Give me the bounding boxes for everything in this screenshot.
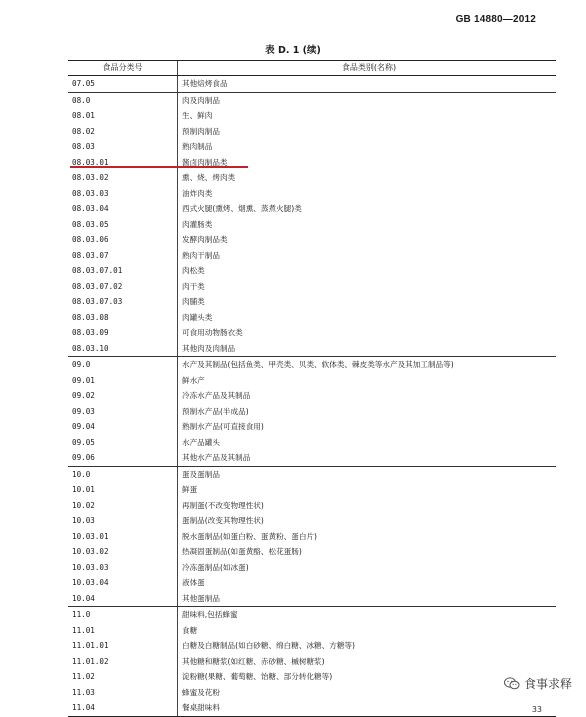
category-name: 肉脯类	[182, 297, 205, 306]
table-row	[68, 482, 556, 498]
category-code: 09.06	[68, 450, 178, 466]
category-name: 蛋及蛋制品	[182, 469, 220, 479]
category-name: 肉灌肠类	[182, 219, 213, 229]
category-name: 其他糖和糖浆(如红糖、赤砂糖、槭树糖浆)	[182, 656, 325, 666]
category-name: 冷冻水产品及其制品	[182, 391, 251, 400]
table-row	[68, 248, 556, 264]
category-code: 11.01.02	[68, 654, 178, 670]
category-code: 08.03.03	[68, 186, 178, 202]
category-code: 10.02	[68, 498, 178, 514]
standard-code: GB 14880—2012	[455, 14, 536, 25]
table-header-row	[68, 61, 556, 76]
table-row	[68, 373, 556, 389]
wechat-icon	[504, 677, 520, 690]
category-code: 07.05	[68, 76, 178, 92]
category-code: 08.03.07.02	[68, 279, 178, 295]
table-row	[68, 700, 556, 716]
category-name: 发酵肉制品类	[182, 235, 228, 244]
category-code: 10.03.02	[68, 544, 178, 560]
category-code: 10.03.04	[68, 575, 178, 591]
category-name: 其他蛋制品	[182, 593, 220, 603]
category-name: 甜味料,包括蜂蜜	[182, 610, 238, 619]
category-name: 预制肉制品	[182, 126, 220, 136]
category-code: 08.03.01	[68, 155, 178, 171]
category-code: 10.03.03	[68, 560, 178, 576]
table-row	[68, 607, 556, 623]
category-name: 淀粉糖(果糖、葡萄糖、饴糖、部分转化糖等)	[182, 672, 333, 681]
table-row	[68, 310, 556, 326]
table-group	[68, 467, 556, 608]
table-group	[68, 93, 556, 358]
table-row	[68, 419, 556, 435]
category-code: 10.04	[68, 591, 178, 607]
table-row	[68, 544, 556, 560]
table-row	[68, 279, 556, 295]
table-row	[68, 404, 556, 420]
table-row	[68, 170, 556, 186]
table-row	[68, 467, 556, 483]
watermark-text: 食事求释	[523, 677, 572, 691]
category-name: 肉及肉制品	[182, 95, 220, 105]
category-code: 09.0	[68, 357, 178, 373]
category-name: 酱卤肉制品类	[182, 157, 228, 167]
table-row	[68, 124, 556, 140]
category-name: 熏、烧、烤肉类	[182, 173, 236, 182]
category-code: 11.02	[68, 669, 178, 685]
watermark	[504, 675, 572, 692]
category-code: 08.0	[68, 93, 178, 109]
category-name: 西式火腿(熏烤、烟熏、蒸煮火腿)类	[182, 204, 302, 213]
category-code: 10.0	[68, 467, 178, 483]
category-code: 08.03.07.01	[68, 263, 178, 279]
table-row	[68, 435, 556, 451]
category-name: 肉干类	[182, 281, 205, 291]
table-row	[68, 263, 556, 279]
category-name: 可食用动物肠衣类	[182, 328, 243, 337]
category-code: 11.01	[68, 623, 178, 639]
category-code: 09.01	[68, 373, 178, 389]
category-code: 08.03.02	[68, 170, 178, 186]
table-row	[68, 560, 556, 576]
category-name: 肉松类	[182, 266, 205, 275]
table-row	[68, 294, 556, 310]
table-row	[68, 357, 556, 373]
table-row	[68, 325, 556, 341]
category-code: 10.01	[68, 482, 178, 498]
category-name: 生、鲜肉	[182, 111, 213, 120]
table-group	[68, 76, 556, 93]
category-code: 08.03.05	[68, 217, 178, 233]
table-row	[68, 93, 556, 109]
header-name: 食品类别(名称)	[341, 63, 397, 72]
table-row	[68, 513, 556, 529]
category-name: 蛋制品(改变其物理性状)	[182, 516, 264, 525]
category-name: 熟肉制品	[182, 142, 213, 151]
category-name: 白糖及白糖制品(如白砂糖、绵白糖、冰糖、方糖等)	[182, 641, 355, 650]
category-code: 09.05	[68, 435, 178, 451]
category-name: 其他水产品及其制品	[182, 453, 251, 462]
table-row	[68, 638, 556, 654]
table-group	[68, 607, 556, 717]
red-underline-annotation	[70, 166, 248, 168]
table-group	[68, 357, 556, 467]
category-name: 食糖	[182, 625, 198, 635]
category-code: 10.03.01	[68, 529, 178, 545]
category-name: 冷冻蛋制品(如冰蛋)	[182, 562, 249, 572]
table-row	[68, 217, 556, 233]
table-row	[68, 685, 556, 701]
table-row	[68, 529, 556, 545]
category-name: 脱水蛋制品(如蛋白粉、蛋黄粉、蛋白片)	[182, 531, 318, 541]
category-code: 08.03.07	[68, 248, 178, 264]
category-name: 其他焙烤食品	[182, 79, 228, 88]
category-code: 08.01	[68, 108, 178, 124]
category-code: 08.03.08	[68, 310, 178, 326]
category-name: 其他肉及肉制品	[182, 343, 236, 353]
food-category-table	[68, 60, 556, 717]
category-code: 08.03	[68, 139, 178, 155]
category-name: 预制水产品(半成品)	[182, 406, 249, 416]
table-row	[68, 654, 556, 670]
table-row	[68, 186, 556, 202]
category-name: 熟肉干制品	[182, 250, 220, 260]
table-body	[68, 76, 556, 717]
table-row	[68, 201, 556, 217]
table-row	[68, 341, 556, 357]
table-row	[68, 388, 556, 404]
category-name: 熟制水产品(可直接食用)	[182, 422, 264, 431]
category-code: 08.03.09	[68, 325, 178, 341]
category-name: 水产及其制品(包括鱼类、甲壳类、贝类、软体类、棘皮类等水产及其加工制品等)	[182, 360, 454, 369]
category-code: 10.03	[68, 513, 178, 529]
table-row	[68, 139, 556, 155]
table-row	[68, 498, 556, 514]
category-name: 餐桌甜味料	[182, 703, 220, 712]
category-name: 蜂蜜及花粉	[182, 687, 220, 697]
category-code: 09.02	[68, 388, 178, 404]
category-name: 再制蛋(不改变物理性状)	[182, 500, 264, 510]
category-code: 08.02	[68, 124, 178, 140]
category-name: 肉罐头类	[182, 312, 213, 322]
category-name: 液体蛋	[182, 578, 205, 587]
header-code: 食品分类号	[68, 61, 178, 75]
table-row	[68, 623, 556, 639]
category-name: 鲜蛋	[182, 485, 198, 494]
category-code: 11.03	[68, 685, 178, 701]
category-code: 09.03	[68, 404, 178, 420]
category-name: 油炸肉类	[182, 188, 213, 198]
page-number: 33	[531, 705, 542, 714]
table-row	[68, 591, 556, 607]
table-row	[68, 108, 556, 124]
table-caption: 表 D. 1 (续)	[265, 45, 321, 56]
table-row	[68, 669, 556, 685]
category-code: 09.04	[68, 419, 178, 435]
category-code: 08.03.07.03	[68, 294, 178, 310]
category-code: 08.03.10	[68, 341, 178, 357]
category-code: 08.03.04	[68, 201, 178, 217]
table-row	[68, 232, 556, 248]
category-code: 11.04	[68, 700, 178, 716]
category-code: 08.03.06	[68, 232, 178, 248]
category-code: 11.0	[68, 607, 178, 623]
category-name: 水产品罐头	[182, 437, 220, 447]
table-row	[68, 575, 556, 591]
category-code: 11.01.01	[68, 638, 178, 654]
table-row	[68, 76, 556, 92]
table-row	[68, 450, 556, 466]
category-name: 热凝固蛋制品(如蛋黄酪、松花蛋肠)	[182, 547, 302, 556]
category-name: 鲜水产	[182, 375, 205, 385]
